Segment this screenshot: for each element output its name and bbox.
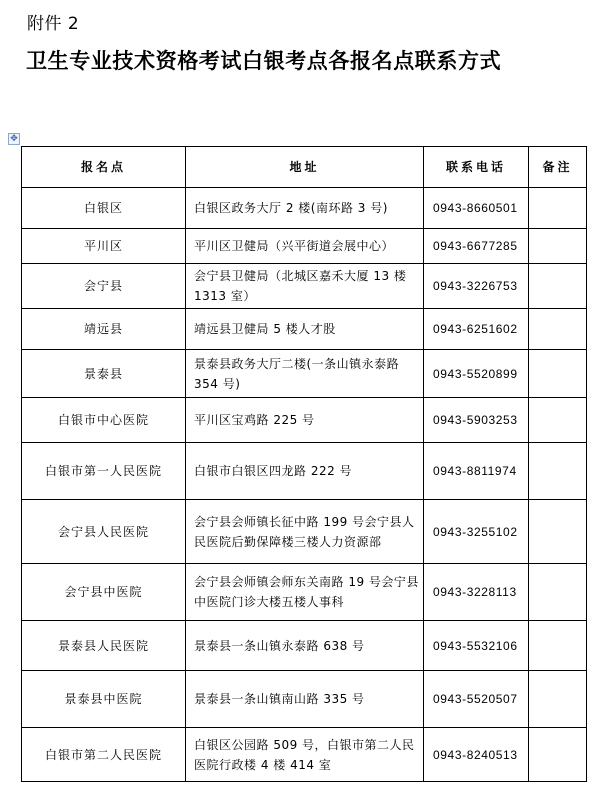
table-row <box>22 564 587 621</box>
registration-point-cell: 白银市中心医院 <box>22 398 186 443</box>
registration-point-cell: 会宁县人民医院 <box>22 500 186 564</box>
table-row <box>22 188 587 229</box>
phone-cell: 0943-3255102 <box>424 500 529 564</box>
phone-cell: 0943-3228113 <box>424 564 529 621</box>
column-header-registration-point: 报名点 <box>22 147 186 188</box>
table-row <box>22 621 587 671</box>
table-header-row <box>22 147 587 188</box>
note-cell <box>529 443 587 500</box>
registration-point-cell: 平川区 <box>22 229 186 264</box>
table-row <box>22 398 587 443</box>
phone-cell: 0943-5903253 <box>424 398 529 443</box>
note-cell <box>529 621 587 671</box>
address-cell: 白银区政务大厅 2 楼(南环路 3 号) <box>186 188 424 229</box>
registration-point-cell: 靖远县 <box>22 309 186 350</box>
note-cell <box>529 398 587 443</box>
note-cell <box>529 229 587 264</box>
note-cell <box>529 188 587 229</box>
table-row <box>22 728 587 782</box>
phone-cell: 0943-3226753 <box>424 264 529 309</box>
note-cell <box>529 309 587 350</box>
table-move-handle-icon[interactable]: ✥ <box>8 133 20 145</box>
address-cell: 白银区公园路 509 号，白银市第二人民医院行政楼 4 楼 414 室 <box>186 728 424 782</box>
registration-point-cell: 白银市第一人民医院 <box>22 443 186 500</box>
column-header-note: 备注 <box>529 147 587 188</box>
phone-cell: 0943-5520899 <box>424 350 529 398</box>
table-row <box>22 264 587 309</box>
phone-cell: 0943-5532106 <box>424 621 529 671</box>
note-cell <box>529 564 587 621</box>
registration-point-cell: 会宁县 <box>22 264 186 309</box>
registration-point-cell: 会宁县中医院 <box>22 564 186 621</box>
note-cell <box>529 500 587 564</box>
phone-cell: 0943-8811974 <box>424 443 529 500</box>
registration-point-cell: 景泰县人民医院 <box>22 621 186 671</box>
table-row <box>22 309 587 350</box>
table-row <box>22 671 587 728</box>
document-title: 卫生专业技术资格考试白银考点各报名点联系方式 <box>26 48 502 73</box>
phone-cell: 0943-6677285 <box>424 229 529 264</box>
table-row <box>22 350 587 398</box>
address-cell: 景泰县政务大厅二楼(一条山镇永泰路 354 号) <box>186 350 424 398</box>
phone-cell: 0943-8660501 <box>424 188 529 229</box>
address-cell: 靖远县卫健局 5 楼人才股 <box>186 309 424 350</box>
column-header-phone: 联系电话 <box>424 147 529 188</box>
phone-cell: 0943-5520507 <box>424 671 529 728</box>
address-cell: 平川区宝鸡路 225 号 <box>186 398 424 443</box>
address-cell: 会宁县会师镇长征中路 199 号会宁县人民医院后勤保障楼三楼人力资源部 <box>186 500 424 564</box>
registration-point-cell: 白银区 <box>22 188 186 229</box>
address-cell: 景泰县一条山镇永泰路 638 号 <box>186 621 424 671</box>
address-cell: 景泰县一条山镇南山路 335 号 <box>186 671 424 728</box>
registration-point-cell: 景泰县 <box>22 350 186 398</box>
registration-point-cell: 景泰县中医院 <box>22 671 186 728</box>
address-cell: 会宁县卫健局（北城区嘉禾大厦 13 楼 1313 室） <box>186 264 424 309</box>
registration-points-table <box>21 146 587 782</box>
note-cell <box>529 671 587 728</box>
table-row <box>22 500 587 564</box>
address-cell: 平川区卫健局（兴平街道会展中心） <box>186 229 424 264</box>
registration-point-cell: 白银市第二人民医院 <box>22 728 186 782</box>
table-row <box>22 229 587 264</box>
note-cell <box>529 728 587 782</box>
phone-cell: 0943-6251602 <box>424 309 529 350</box>
address-cell: 会宁县会师镇会师东关南路 19 号会宁县中医院门诊大楼五楼人事科 <box>186 564 424 621</box>
table-row <box>22 443 587 500</box>
attachment-label: 附件 2 <box>27 14 80 34</box>
note-cell <box>529 264 587 309</box>
phone-cell: 0943-8240513 <box>424 728 529 782</box>
note-cell <box>529 350 587 398</box>
column-header-address: 地址 <box>186 147 424 188</box>
address-cell: 白银市白银区四龙路 222 号 <box>186 443 424 500</box>
